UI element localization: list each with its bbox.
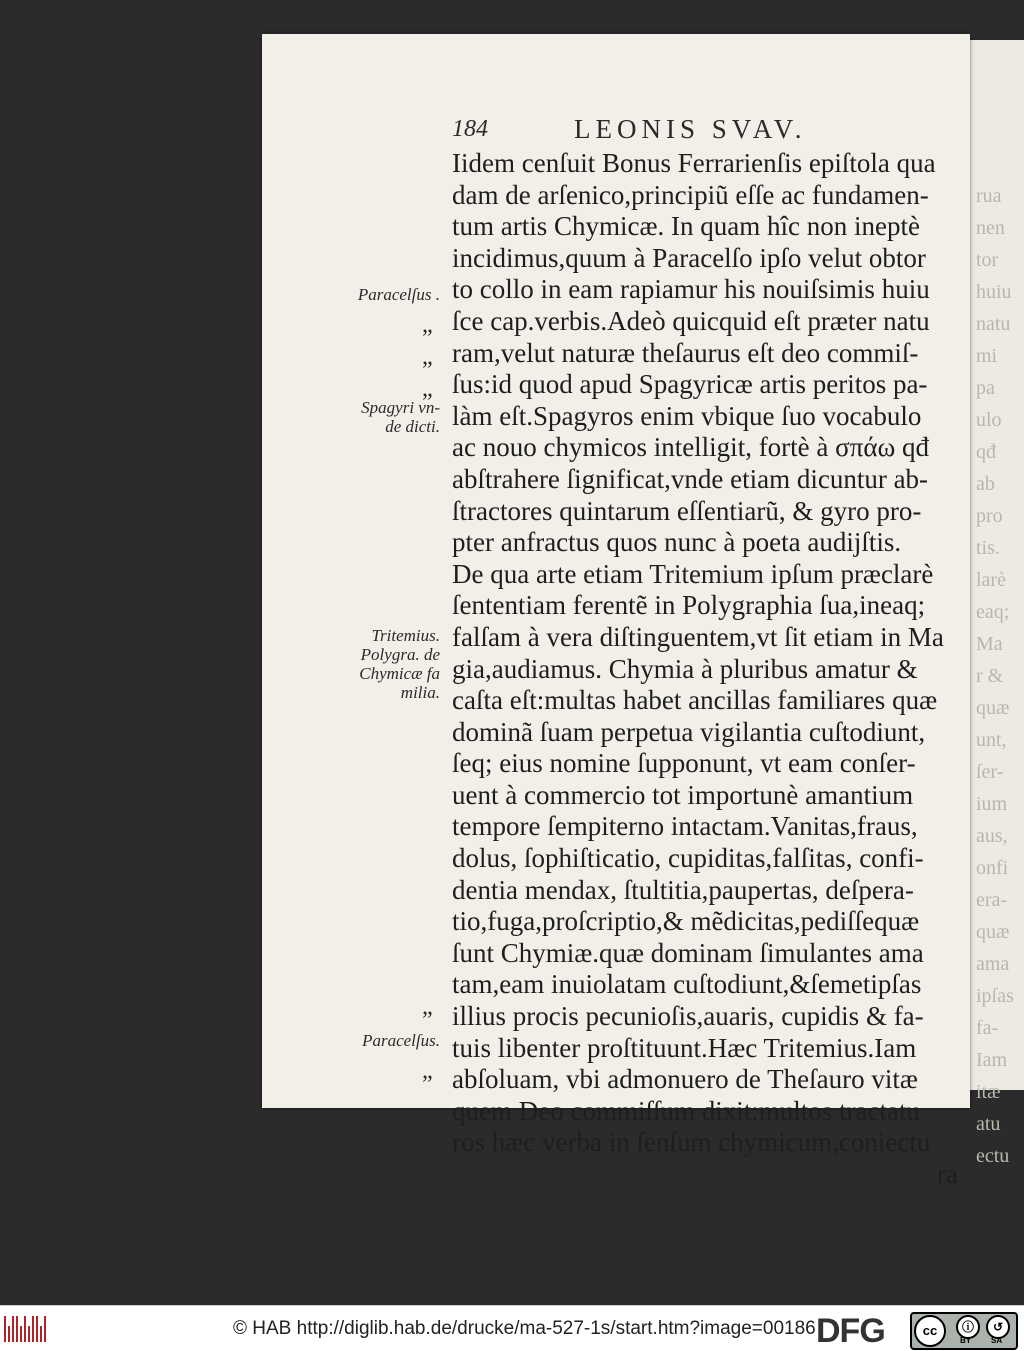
- text-line: ac nouo chymicos intelligit, fortè à σπάω qđ: [452, 432, 929, 463]
- text-line: illius procis pecunioſis,auaris, cupidis & fa-: [452, 1001, 924, 1032]
- text-line: caſta eſt:multas habet ancillas familiares quæ: [452, 685, 938, 716]
- page-header: [452, 112, 952, 144]
- text-line: to collo in eam rapiamur his nouiſsimis huiu: [452, 274, 930, 305]
- text-line: abſtrahere ſignificat,vnde etiam dicuntur ab-: [452, 463, 929, 494]
- margin-note-paracelsus: [322, 285, 440, 304]
- book-page: [262, 34, 970, 1189]
- quote-mark: „: [422, 1058, 434, 1084]
- margin-note-text: Paracelſus.: [362, 1031, 440, 1050]
- text-line: dentia mendax, ſtultitia,paupertas, deſpera-: [452, 874, 914, 905]
- text-line: tam,eam inuiolatam cuſtodiunt,&ſemetipſas: [452, 969, 922, 1000]
- margin-note-line: Spagyri vn-: [361, 398, 440, 417]
- margin-note-paracelsus-2: [312, 1031, 440, 1050]
- sa-icon: ↺: [986, 1315, 1010, 1339]
- text-line: abſoluam, vbi admonuero de Theſauro vitæ: [452, 1064, 918, 1095]
- text-line: ram,velut naturæ theſaurus eſt deo commiſ-: [452, 337, 919, 368]
- by-icon: ⓘ: [956, 1315, 980, 1339]
- text-line: dominã ſuam perpetua vigilantia cuſtodiunt,: [452, 716, 926, 747]
- next-page-edge: [970, 40, 1024, 1167]
- library-barcode-icon: [4, 1316, 46, 1342]
- page-number: 184: [452, 116, 488, 142]
- margin-note-tritemius: [302, 626, 440, 702]
- text-line: ros hæc verba in ſenſum chymicum,coniectu: [452, 1127, 931, 1158]
- text-line: falſam à vera diſtinguentem,vt ſit etiam in Ma: [452, 621, 944, 652]
- text-line: làm eſt.Spagyros enim vbique ſuo vocabulo: [452, 400, 922, 431]
- text-line: tum artis Chymicæ. In quam hîc non ineptè: [452, 211, 920, 242]
- margin-note-line: Chymicæ fa: [359, 664, 440, 683]
- next-page-ghost-text: rua nen tor huiu natu mi pa ulo qđ ab pro tis. larè eaq; Ma r & quæ unt, ſer- ium aus, onfi era- quæ ama ipſas fa- Iam itæ atu ectu: [976, 185, 1014, 1167]
- text-line: ſce cap.verbis.Adeò quicquid eſt præter natu: [452, 305, 930, 336]
- dfg-logo[interactable]: DFG: [816, 1312, 885, 1350]
- cc-license-badge[interactable]: [910, 1312, 1018, 1350]
- margin-note-line: Tritemius.: [371, 626, 440, 645]
- margin-note-spagyri: [322, 398, 440, 436]
- margin-note-line: Polygra. de: [360, 645, 440, 664]
- text-line: dam de arſenico,principiũ eſſe ac fundamen-: [452, 179, 929, 210]
- text-line: ſententiam ferentẽ in Polygraphia ſua,ineaq;: [452, 590, 926, 621]
- quote-mark: „: [422, 344, 434, 370]
- catchword: ra: [937, 1159, 958, 1189]
- text-line: Iidem cenſuit Bonus Ferrarienſis epiſtola qua: [452, 148, 936, 178]
- text-line: uent à commercio tot importunè amantium: [452, 779, 914, 810]
- cc-icon: cc: [914, 1315, 946, 1347]
- attribution-link[interactable]: © HAB http://diglib.hab.de/drucke/ma-527-1s/start.htm?image=00186: [233, 1318, 816, 1339]
- by-label: BY: [960, 1336, 972, 1345]
- text-line: De qua arte etiam Tritemium ipſum præclarè: [452, 558, 934, 589]
- quote-mark: „: [422, 312, 434, 338]
- margin-note-line: de dicti.: [385, 417, 440, 436]
- text-line: tuis libenter proſtituunt.Hæc Tritemius.Iam: [452, 1032, 917, 1063]
- text-line: pter anfractus quos nunc à poeta audijſtis.: [452, 527, 902, 558]
- text-line: ſus:id quod apud Spagyricæ artis peritos pa-: [452, 369, 928, 400]
- text-line: tempore ſempiterno intactam.Vanitas,fraus,: [452, 811, 918, 842]
- viewer-footer: [0, 1305, 1024, 1351]
- text-line: ſtractores quintarum eſſentiarũ, & gyro pro-: [452, 495, 922, 526]
- body-text: [452, 148, 958, 1191]
- text-line: gia,audiamus. Chymia à pluribus amatur &: [452, 653, 918, 684]
- margin-note-line: milia.: [400, 683, 440, 702]
- running-head: LEONIS SVAV.: [574, 114, 807, 144]
- sa-label: SA: [991, 1336, 1003, 1345]
- quote-mark: „: [422, 994, 434, 1020]
- text-line: ſeq; eius nomine ſupponunt, vt eam conſer-: [452, 748, 916, 779]
- text-line: tio,fuga,proſcriptio,& mẽdicitas,pediſſequæ: [452, 906, 920, 937]
- text-line: ſunt Chymiæ.quæ dominam ſimulantes ama: [452, 937, 924, 968]
- margin-note-text: Paracelſus .: [357, 285, 440, 304]
- text-line: dolus, ſophiſticatio, cupiditas,falſitas, confi-: [452, 843, 924, 874]
- quote-mark: „: [422, 376, 434, 402]
- text-line: quem Deo commiſſum dixit:multos tractatu: [452, 1095, 920, 1126]
- text-line: incidimus,quum à Paracelſo ipſo velut obtor: [452, 242, 926, 273]
